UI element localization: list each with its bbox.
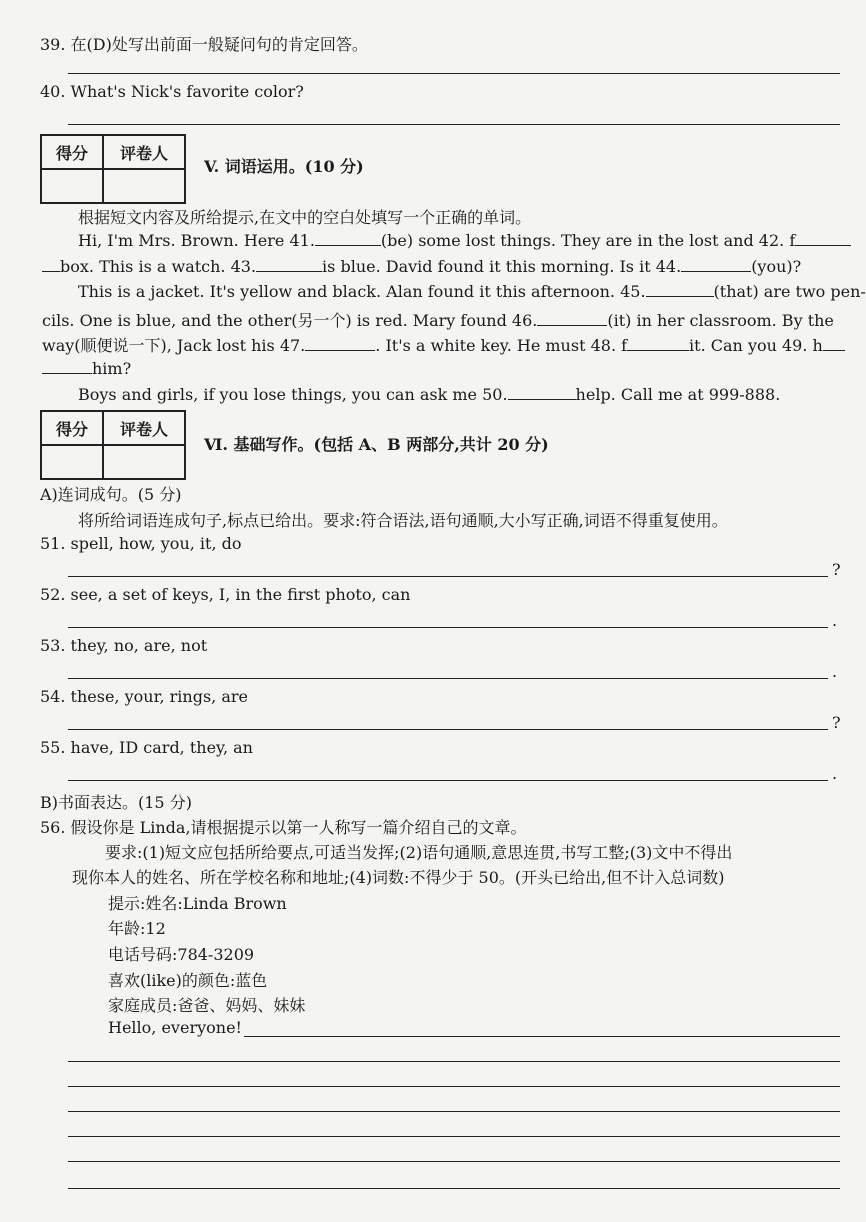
item-53: 53. they, no, are, not [40, 636, 208, 655]
grader-label: 评卷人 [103, 135, 185, 169]
passage-text: (be) some lost things. They are in the lost and 42. f [380, 231, 796, 250]
end-punct-52: . [832, 611, 838, 630]
blank-49-cont[interactable] [42, 359, 92, 374]
item-54: 54. these, your, rings, are [40, 687, 248, 706]
passage-text: . It's a white key. He must 48. f [375, 336, 628, 355]
answer-line-40[interactable] [68, 124, 840, 125]
essay-line-1[interactable] [244, 1036, 840, 1037]
passage-text: box. This is a watch. 43. [60, 257, 257, 276]
passage-line-3 [78, 282, 866, 301]
score-cell[interactable] [41, 169, 103, 203]
hint-name: 提示:姓名:Linda Brown [108, 894, 287, 913]
passage-text: Hi, I'm Mrs. Brown. Here 41. [78, 231, 315, 250]
end-punct-55: . [832, 764, 838, 783]
grader-cell[interactable] [103, 445, 185, 479]
item-52: 52. see, a set of keys, I, in the first photo, can [40, 585, 411, 604]
passage-line-4 [42, 308, 834, 331]
requirements-line-2: 现你本人的姓名、所在学校名称和地址;(4)词数:不得少于 50。(开头已给出,但不计入总词数) [72, 868, 725, 887]
passage-text: him? [92, 359, 132, 378]
score-cell[interactable] [41, 445, 103, 479]
passage-text: cils. One is blue, and the other(另一个) is red. Mary found 46. [42, 311, 538, 330]
blank-46[interactable] [537, 311, 607, 326]
hint-color: 喜欢(like)的颜色:蓝色 [108, 971, 268, 990]
hint-phone: 电话号码:784-3209 [108, 945, 255, 964]
essay-opening: Hello, everyone! [108, 1018, 242, 1037]
blank-42[interactable] [795, 231, 851, 246]
blank-43[interactable] [256, 257, 322, 272]
answer-line-54[interactable] [68, 729, 828, 730]
blank-48[interactable] [627, 336, 689, 351]
answer-line-52[interactable] [68, 627, 828, 628]
essay-line-2[interactable] [68, 1061, 840, 1062]
passage-text: (that) are two pen- [713, 282, 866, 301]
passage-text: way(顺便说一下), Jack lost his 47. [42, 336, 306, 355]
grader-label: 评卷人 [103, 411, 185, 445]
essay-line-7[interactable] [68, 1188, 840, 1189]
passage-text: help. Call me at 999-888. [575, 385, 781, 404]
blank-50[interactable] [508, 385, 576, 400]
section5-instruction: 根据短文内容及所给提示,在文中的空白处填写一个正确的单词。 [78, 208, 532, 227]
section6-title: Ⅵ. 基础写作。(包括 A、B 两部分,共计 20 分) [204, 435, 549, 454]
question-56: 56. 假设你是 Linda,请根据提示以第一人称写一篇介绍自己的文章。 [40, 818, 527, 837]
blank-42-cont[interactable] [42, 257, 60, 272]
passage-line-1 [78, 231, 851, 250]
essay-line-3[interactable] [68, 1086, 840, 1087]
passage-text: (you)? [751, 257, 802, 276]
question-39: 39. 在(D)处写出前面一般疑问句的肯定回答。 [40, 35, 368, 54]
score-label: 得分 [41, 411, 103, 445]
answer-line-39[interactable] [68, 73, 840, 74]
blank-45[interactable] [646, 282, 714, 297]
part-b-heading: B)书面表达。(15 分) [40, 793, 192, 812]
essay-line-4[interactable] [68, 1111, 840, 1112]
passage-line-5 [42, 333, 845, 356]
essay-line-6[interactable] [68, 1161, 840, 1162]
blank-49[interactable] [823, 336, 845, 351]
passage-line-7 [78, 385, 780, 404]
end-punct-51: ? [832, 560, 841, 579]
passage-text: it. Can you 49. h [689, 336, 823, 355]
answer-line-53[interactable] [68, 678, 828, 679]
end-punct-53: . [832, 662, 838, 681]
passage-text: Boys and girls, if you lose things, you can ask me 50. [78, 385, 508, 404]
hint-family: 家庭成员:爸爸、妈妈、妹妹 [108, 996, 306, 1015]
blank-44[interactable] [681, 257, 751, 272]
item-55: 55. have, ID card, they, an [40, 738, 253, 757]
question-40: 40. What's Nick's favorite color? [40, 82, 304, 101]
score-label: 得分 [41, 135, 103, 169]
passage-line-2 [42, 257, 801, 276]
part-a-heading: A)连词成句。(5 分) [40, 485, 182, 504]
blank-41[interactable] [315, 231, 381, 246]
requirements-line-1: 要求:(1)短文应包括所给要点,可适当发挥;(2)语句通顺,意思连贯,书写工整;(3)文中不得出 [105, 843, 733, 862]
answer-line-55[interactable] [68, 780, 828, 781]
end-punct-54: ? [832, 713, 841, 732]
part-a-instruction: 将所给词语连成句子,标点已给出。要求:符合语法,语句通顺,大小写正确,词语不得重复使用。 [78, 511, 728, 530]
passage-line-6 [42, 359, 131, 378]
item-51: 51. spell, how, you, it, do [40, 534, 242, 553]
score-box-section6 [40, 410, 186, 480]
passage-text: (it) in her classroom. By the [607, 311, 834, 330]
passage-text: This is a jacket. It's yellow and black. Alan found it this afternoon. 45. [78, 282, 646, 301]
section5-title: V. 词语运用。(10 分) [204, 157, 364, 176]
hint-age: 年龄:12 [108, 919, 166, 938]
passage-text: is blue. David found it this morning. Is it 44. [322, 257, 682, 276]
essay-line-5[interactable] [68, 1136, 840, 1137]
grader-cell[interactable] [103, 169, 185, 203]
score-box-section5 [40, 134, 186, 204]
answer-line-51[interactable] [68, 576, 828, 577]
blank-47[interactable] [305, 336, 375, 351]
